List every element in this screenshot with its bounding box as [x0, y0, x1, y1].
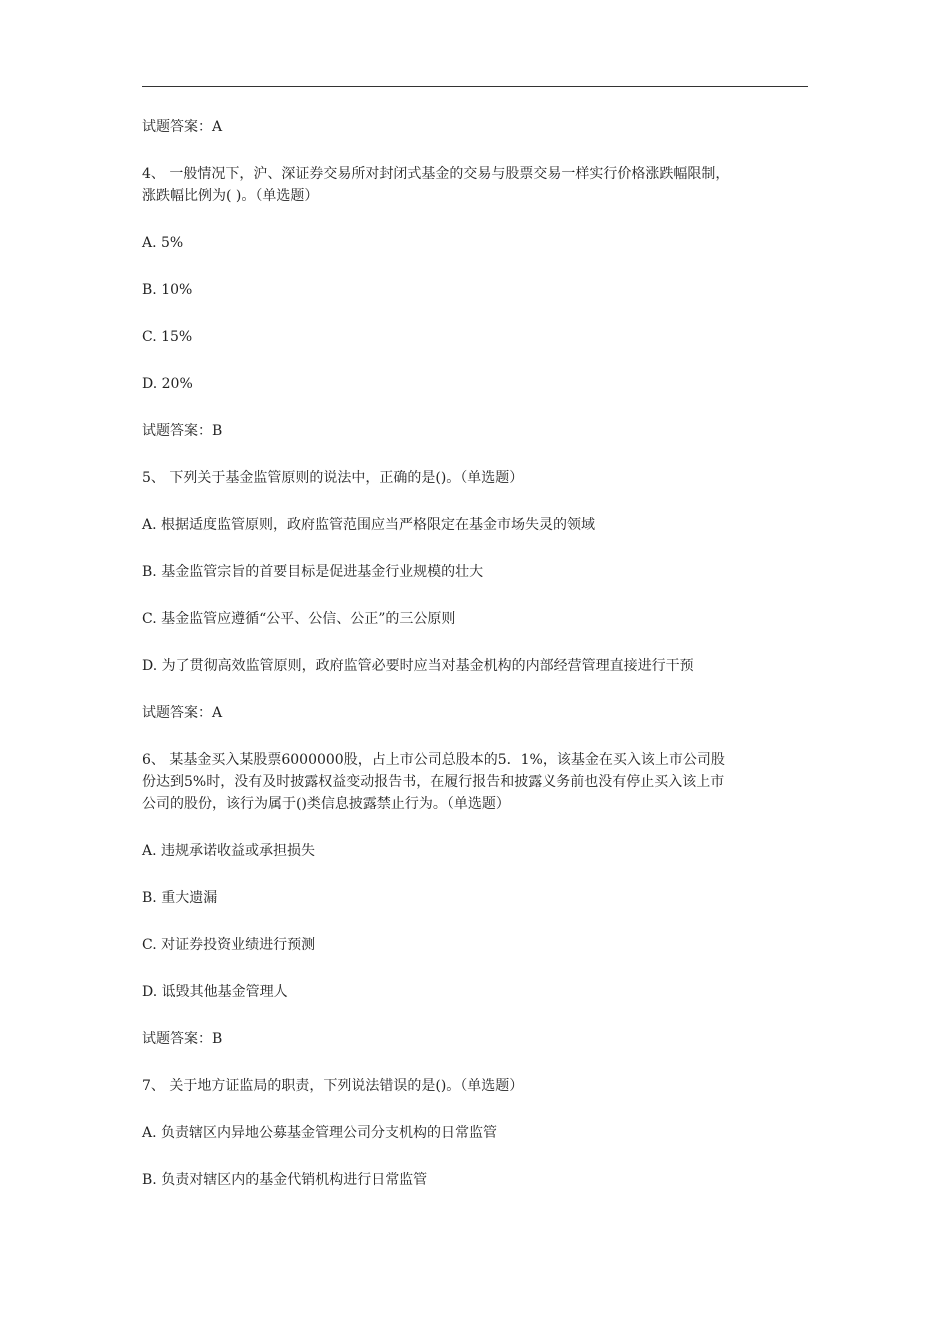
question-4-stem-line-2: 涨跌幅比例为( )。（单选题） — [142, 188, 319, 204]
answer-q4: 试题答案：B — [142, 423, 223, 439]
question-7 — [142, 1075, 812, 1191]
question-4-option-a: A. 5% — [142, 235, 184, 251]
question-4-option-c: C. 15% — [142, 329, 193, 345]
question-5-option-a: A. 根据适度监管原则，政府监管范围应当严格限定在基金市场失灵的领域 — [142, 517, 596, 533]
header-rule — [142, 86, 808, 87]
question-6 — [142, 749, 812, 1050]
question-5-option-c: C. 基金监管应遵循“公平、公信、公正”的三公原则 — [142, 611, 456, 627]
answer-q5: 试题答案：A — [142, 705, 223, 721]
question-6-stem-line-3: 公司的股份，该行为属于()类信息披露禁止行为。（单选题） — [142, 796, 510, 812]
question-7-option-b: B. 负责对辖区内的基金代销机构进行日常监管 — [142, 1172, 428, 1188]
question-5-stem: 5、 下列关于基金监管原则的说法中，正确的是()。（单选题） — [142, 470, 524, 486]
question-5-option-b: B. 基金监管宗旨的首要目标是促进基金行业规模的壮大 — [142, 564, 484, 580]
question-5 — [142, 467, 812, 724]
question-6-option-c: C. 对证券投资业绩进行预测 — [142, 937, 316, 953]
question-6-option-b: B. 重大遗漏 — [142, 890, 218, 906]
document-body — [142, 116, 812, 1191]
question-4 — [142, 163, 812, 442]
question-6-stem-line-2: 份达到5%时，没有及时披露权益变动报告书，在履行报告和披露义务前也没有停止买入该上市 — [142, 774, 725, 790]
answer-q3: 试题答案：A — [142, 119, 223, 135]
question-5-option-d: D. 为了贯彻高效监管原则，政府监管必要时应当对基金机构的内部经营管理直接进行干预 — [142, 658, 694, 674]
answer-q6: 试题答案：B — [142, 1031, 223, 1047]
question-6-option-d: D. 诋毁其他基金管理人 — [142, 984, 288, 1000]
question-4-option-b: B. 10% — [142, 282, 193, 298]
question-7-stem: 7、 关于地方证监局的职责，下列说法错误的是()。（单选题） — [142, 1078, 524, 1094]
question-7-option-a: A. 负责辖区内异地公募基金管理公司分支机构的日常监管 — [142, 1125, 498, 1141]
question-6-option-a: A. 违规承诺收益或承担损失 — [142, 843, 316, 859]
question-6-stem-line-1: 6、 某基金买入某股票6000000股，占上市公司总股本的5．1%，该基金在买入该上市公司股 — [142, 752, 725, 768]
question-4-option-d: D. 20% — [142, 376, 193, 392]
question-4-stem-line-1: 4、 一般情况下，沪、深证券交易所对封闭式基金的交易与股票交易一样实行价格涨跌幅限制， — [142, 166, 730, 182]
